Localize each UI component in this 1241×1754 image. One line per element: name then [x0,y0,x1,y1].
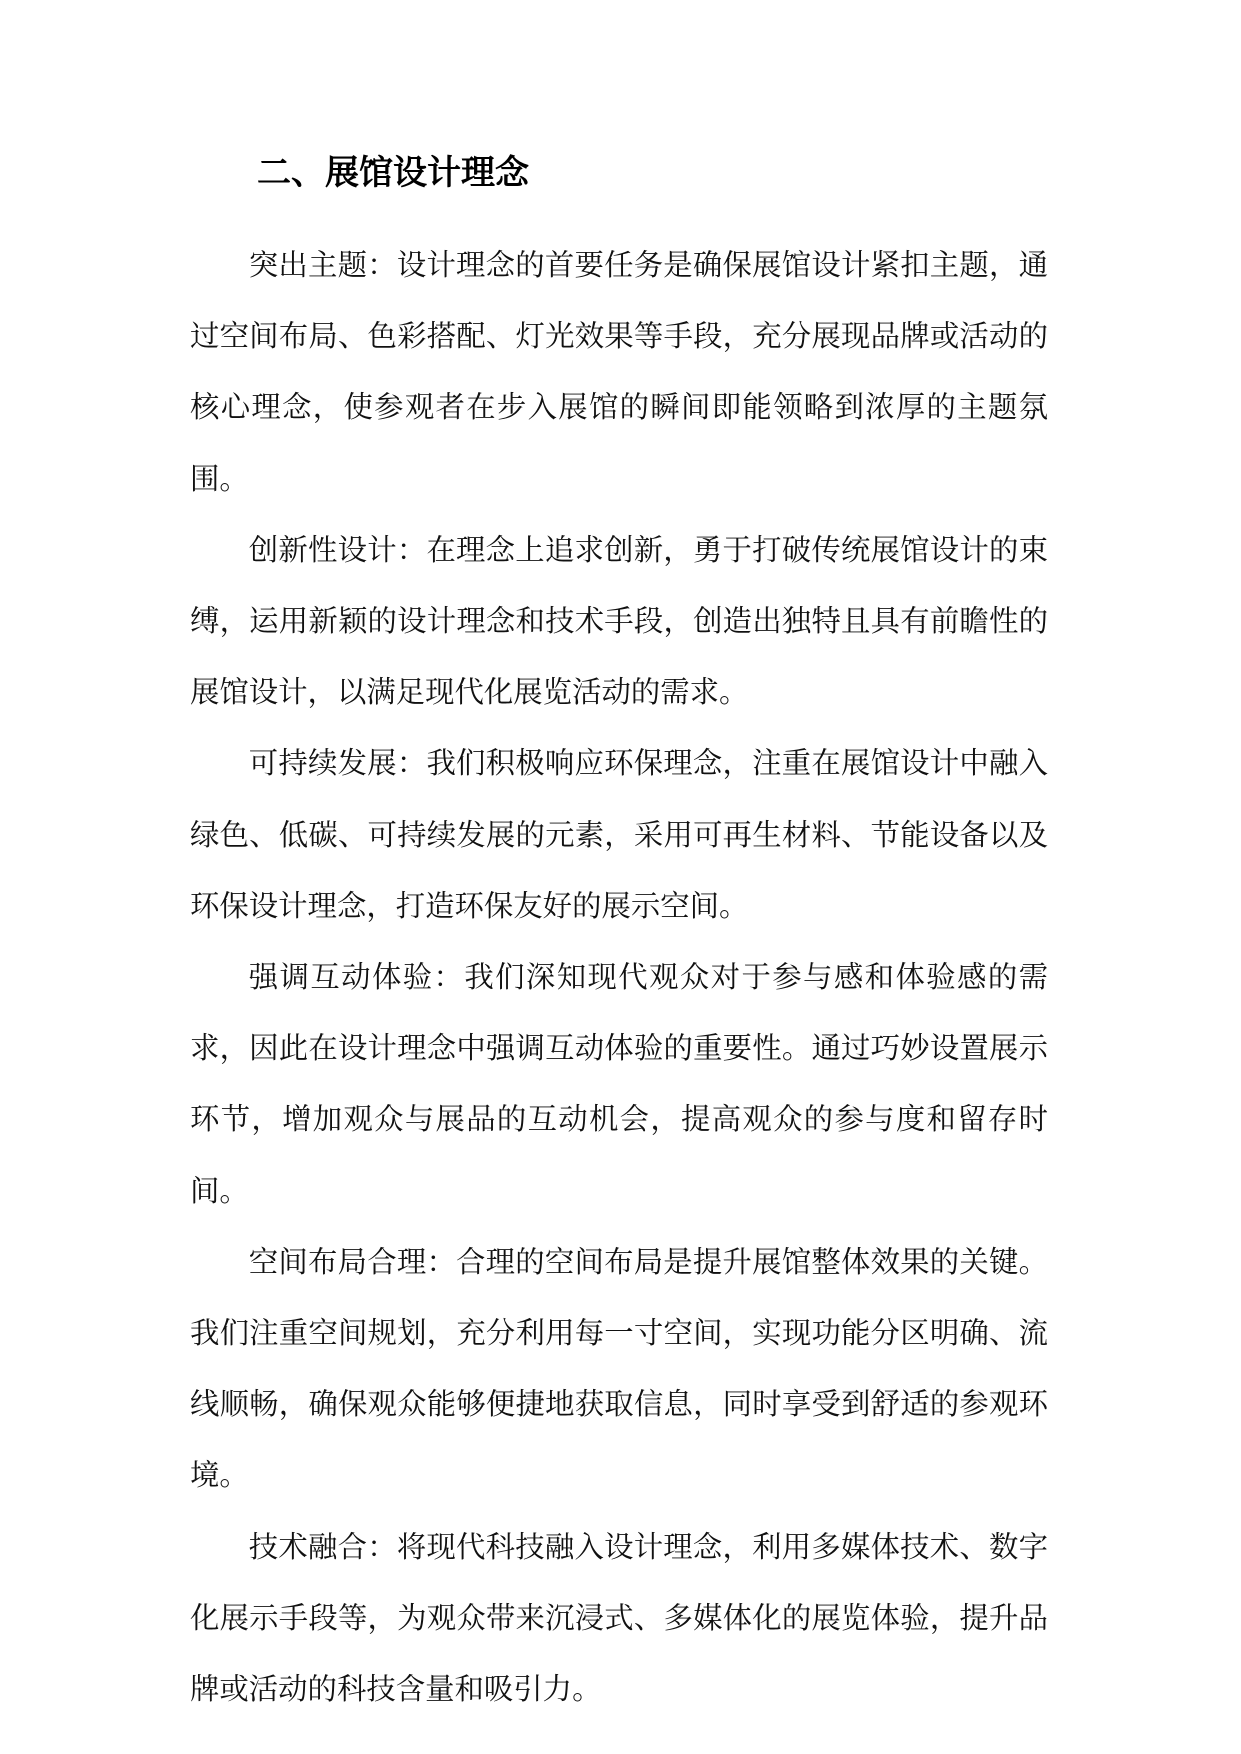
body-text [190,230,1048,1725]
paragraph-technology-integration: 技术融合：将现代科技融入设计理念，利用多媒体技术、数字化展示手段等，为观众带来沉浸式、多媒体化的展览体验，提升品牌或活动的科技含量和吸引力。 [190,1529,1048,1707]
paragraph-highlight-theme: 突出主题：设计理念的首要任务是确保展馆设计紧扣主题，通过空间布局、色彩搭配、灯光效果等手段，充分展现品牌或活动的核心理念，使参观者在步入展馆的瞬间即能领略到浓厚的主题氛围。 [190,248,1048,496]
section-heading: 二、展馆设计理念 [257,153,529,193]
paragraph-sustainable-development: 可持续发展：我们积极响应环保理念，注重在展馆设计中融入绿色、低碳、可持续发展的元素，采用可再生材料、节能设备以及环保设计理念，打造环保友好的展示空间。 [190,746,1048,923]
paragraph-interactive-experience: 强调互动体验：我们深知现代观众对于参与感和体验感的需求，因此在设计理念中强调互动体验的重要性。通过巧妙设置展示环节，增加观众与展品的互动机会，提高观众的参与度和留存时间。 [190,960,1048,1208]
paragraph-space-layout: 空间布局合理：合理的空间布局是提升展馆整体效果的关键。我们注重空间规划，充分利用每一寸空间，实现功能分区明确、流线顺畅，确保观众能够便捷地获取信息，同时享受到舒适的参观环境。 [190,1244,1048,1493]
paragraph-innovative-design: 创新性设计：在理念上追求创新，勇于打破传统展馆设计的束缚，运用新颖的设计理念和技术手段，创造出独特且具有前瞻性的展馆设计，以满足现代化展览活动的需求。 [190,532,1048,710]
